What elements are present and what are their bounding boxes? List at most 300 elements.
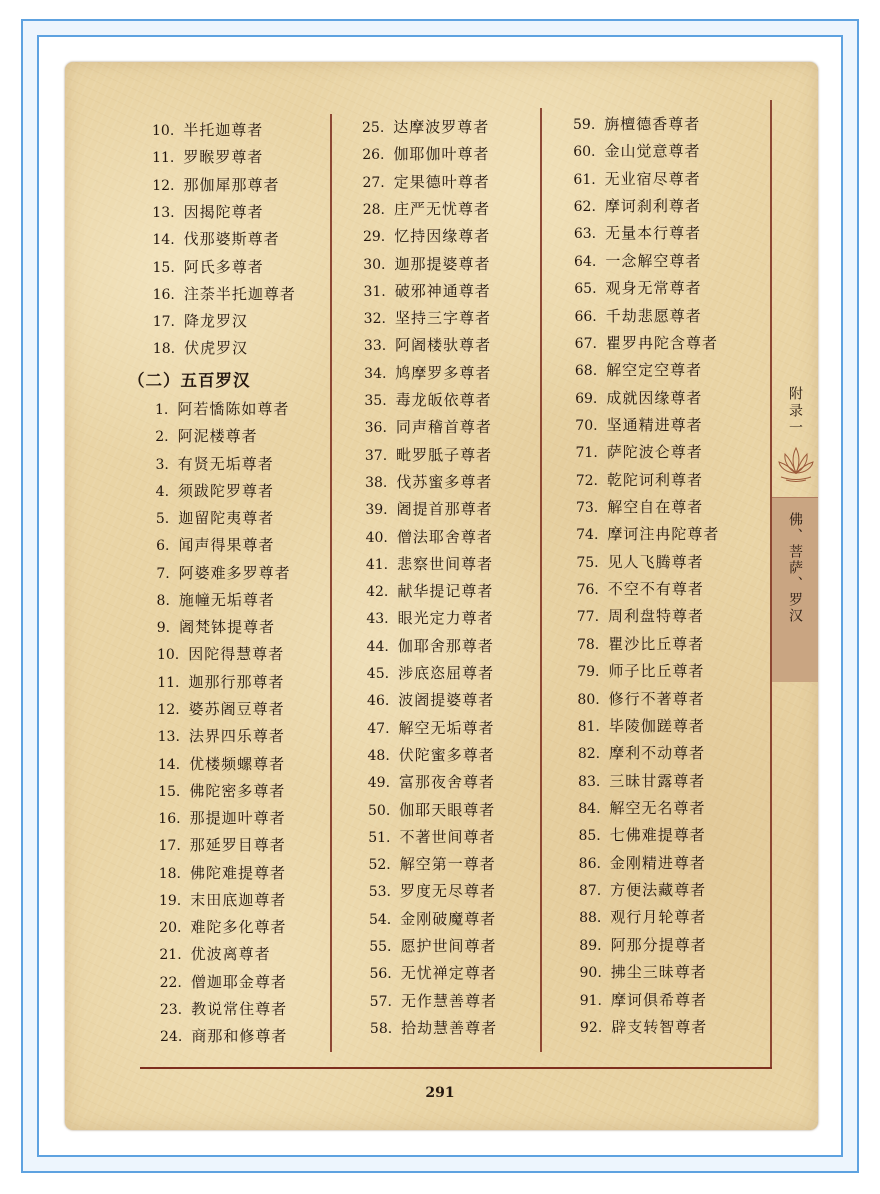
list-item [367, 718, 494, 738]
list-item [153, 284, 296, 304]
item-number: 40. [365, 529, 388, 546]
item-number: 8. [156, 592, 170, 609]
column-2 [340, 105, 535, 1050]
list-item [368, 800, 495, 820]
arhat-name: 伽耶伽叶尊者 [393, 145, 490, 164]
list-item [576, 497, 703, 517]
lotus-ornament-icon [776, 442, 816, 484]
list-item [366, 581, 493, 601]
item-number: 85. [578, 828, 601, 845]
arhat-name: 达摩波罗尊者 [393, 118, 490, 136]
arhat-name: 伏虎罗汉 [184, 339, 249, 358]
appendix-label: 附录一 [787, 386, 803, 437]
arhat-name: 旃檀德香尊者 [604, 115, 701, 133]
list-item [362, 144, 489, 164]
item-number: 44. [366, 638, 389, 655]
item-number: 54. [368, 911, 392, 928]
item-number: 82. [577, 746, 601, 763]
list-item [576, 524, 719, 544]
column-divider [540, 108, 542, 1052]
list-item [578, 743, 705, 763]
list-item [159, 917, 286, 937]
arhat-name: 金山觉意尊者 [604, 142, 701, 161]
item-number: 12. [152, 177, 175, 194]
list-item [576, 552, 703, 572]
item-number: 16. [158, 811, 181, 828]
list-item [156, 535, 274, 555]
list-item [367, 663, 494, 683]
arhat-name: 那延罗目尊者 [189, 836, 286, 855]
item-number: 22. [159, 974, 182, 991]
arhat-name: 因揭陀尊者 [183, 202, 264, 221]
list-item [364, 390, 491, 410]
list-item [578, 798, 705, 818]
arhat-name: 解空无垢尊者 [398, 718, 495, 737]
item-number: 42. [366, 584, 389, 601]
item-number: 81. [577, 718, 600, 735]
item-number: 91. [579, 992, 602, 1009]
list-item [574, 251, 701, 271]
list-item [156, 508, 274, 528]
list-item [579, 907, 706, 927]
arhat-name: 伐苏蜜多尊者 [396, 472, 493, 491]
arhat-name: 伏陀蜜多尊者 [398, 745, 495, 764]
arhat-name: 注荼半托迦尊者 [183, 284, 296, 303]
arhat-name: 闻声得果尊者 [178, 536, 275, 555]
arhat-name: 迦留陀夷尊者 [178, 509, 275, 528]
item-number: 71. [575, 445, 598, 462]
item-number: 10. [152, 123, 175, 139]
item-number: 16. [152, 286, 175, 303]
arhat-name: 阿氏多尊者 [183, 257, 264, 276]
item-number: 56. [369, 966, 392, 983]
arhat-name: 那提迦叶尊者 [189, 809, 286, 828]
arhat-name: 庄严无忧尊者 [393, 199, 490, 218]
item-number: 62. [573, 199, 596, 216]
arhat-name: 佛陀密多尊者 [189, 781, 286, 800]
arhat-name: 罗睺罗尊者 [183, 148, 264, 167]
item-number: 51. [368, 829, 391, 846]
page-number: 291 [425, 1085, 455, 1101]
arhat-name: 伽耶舍那尊者 [397, 636, 494, 655]
arhat-name: 破邪神通尊者 [394, 281, 491, 300]
item-number: 34. [364, 365, 387, 382]
list-item [152, 202, 263, 222]
list-item [159, 863, 286, 883]
arhat-name: 涉底恣屈尊者 [398, 664, 495, 682]
item-number: 17. [158, 838, 181, 855]
side-tab [772, 497, 818, 682]
item-number: 25. [362, 120, 385, 136]
arhat-name: 法界四乐尊者 [188, 727, 285, 746]
item-number: 55. [369, 939, 392, 955]
list-item [158, 808, 285, 828]
item-number: 49. [367, 775, 391, 792]
item-number: 19. [158, 892, 182, 909]
list-item [363, 199, 490, 219]
section-tab-label: 佛、菩萨、罗汉 [787, 512, 803, 624]
list-item [577, 579, 704, 599]
arhat-name: 成就因缘尊者 [606, 388, 703, 407]
arhat-name: 金刚精进尊者 [609, 853, 706, 872]
list-item [364, 363, 491, 383]
item-number: 88. [579, 910, 602, 927]
item-number: 7. [156, 565, 170, 582]
item-number: 38. [365, 474, 388, 491]
list-item [575, 360, 702, 380]
item-number: 58. [369, 1020, 393, 1037]
list-item [158, 754, 285, 774]
arhat-name: 须跋陀罗尊者 [178, 481, 275, 500]
arhat-name: 摩诃俱希尊者 [610, 990, 707, 1009]
list-item [152, 147, 263, 167]
list-item [579, 935, 706, 955]
arhat-name: 解空自在尊者 [607, 498, 704, 517]
list-item [574, 196, 701, 216]
item-number: 60. [573, 144, 596, 161]
arhat-name: 三昧甘露尊者 [609, 771, 706, 790]
arhat-name: 阇提首那尊者 [396, 500, 493, 519]
item-number: 20. [159, 920, 182, 937]
arhat-name: 无忧禅定尊者 [400, 964, 497, 983]
column-3 [550, 105, 765, 1050]
item-number: 63. [573, 226, 597, 243]
item-number: 6. [156, 538, 170, 555]
list-item [160, 999, 287, 1019]
list-item [365, 445, 492, 465]
item-number: 3. [155, 456, 169, 473]
item-number: 18. [158, 865, 181, 882]
list-item [157, 617, 275, 637]
list-item [153, 338, 248, 358]
item-number: 64. [574, 253, 597, 270]
arhat-name: 乾陀诃利尊者 [606, 470, 703, 489]
list-item [369, 881, 496, 901]
arhat-name: 毒龙皈依尊者 [395, 391, 492, 409]
list-item [156, 481, 274, 501]
item-number: 78. [576, 636, 600, 653]
arhat-name: 伽耶天眼尊者 [399, 800, 496, 819]
item-number: 57. [369, 993, 392, 1010]
arhat-name: 末田底迦尊者 [190, 890, 287, 909]
list-item [578, 716, 705, 736]
arhat-name: 阇梵钵提尊者 [179, 618, 276, 637]
column-1 [120, 110, 325, 1055]
item-number: 4. [155, 483, 170, 500]
list-item [157, 590, 275, 610]
arhat-name: 修行不著尊者 [608, 689, 705, 708]
list-item [370, 1018, 497, 1038]
list-item [574, 278, 701, 298]
footer-rule [140, 1067, 772, 1069]
arhat-name: 方便法藏尊者 [610, 881, 707, 900]
item-number: 80. [577, 691, 600, 708]
item-number: 21. [159, 947, 182, 964]
arhat-name: 阿那分提尊者 [610, 935, 707, 954]
list-item [367, 636, 494, 656]
arhat-name: 毕陵伽蹉尊者 [608, 716, 705, 735]
arhat-name: 那伽犀那尊者 [183, 175, 280, 194]
item-number: 89. [579, 937, 602, 954]
item-number: 36. [364, 420, 387, 437]
item-number: 41. [365, 556, 389, 573]
arhat-name: 不空不有尊者 [607, 580, 704, 599]
arhat-name: 伐那婆斯尊者 [183, 230, 280, 249]
arhat-name: 周利盘特尊者 [608, 607, 705, 626]
arhat-name: 因陀得慧尊者 [188, 645, 285, 664]
item-number: 48. [367, 747, 390, 764]
arhat-name: 萨陀波仑尊者 [606, 443, 703, 462]
section-heading: （二）五百罗汉 [128, 371, 251, 390]
list-item [364, 335, 491, 355]
list-item [362, 172, 489, 192]
list-item [363, 226, 490, 246]
list-item [363, 281, 490, 301]
arhat-name: 千劫悲愿尊者 [605, 306, 702, 325]
arhat-name: 同声稽首尊者 [395, 418, 492, 437]
arhat-name: 解空第一尊者 [399, 855, 496, 874]
arhat-name: 教说常住尊者 [191, 999, 288, 1018]
list-item [577, 689, 704, 709]
list-item [152, 175, 279, 195]
arhat-name: 僧迦耶金尊者 [190, 972, 287, 991]
item-number: 14. [152, 232, 175, 249]
arhat-name: 不著世间尊者 [399, 827, 496, 846]
item-number: 67. [574, 335, 597, 352]
list-item [153, 311, 248, 331]
arhat-name: 摩利不动尊者 [609, 744, 706, 763]
list-item [578, 771, 705, 791]
arhat-name: 摩诃刹利尊者 [604, 197, 701, 216]
arhat-name: 坚通精进尊者 [606, 415, 703, 434]
item-number: 31. [363, 283, 386, 300]
item-number: 52. [368, 857, 391, 874]
arhat-name: 波阇提婆尊者 [398, 691, 495, 710]
item-number: 90. [579, 965, 602, 982]
arhat-name: 阿阇楼驮尊者 [395, 336, 492, 355]
list-item [152, 120, 263, 140]
list-item [153, 257, 264, 277]
arhat-name: 罗度无尽尊者 [399, 882, 496, 901]
list-item [365, 499, 492, 519]
item-number: 30. [363, 256, 386, 273]
arhat-name: 无作慧善尊者 [400, 991, 497, 1010]
list-item [159, 944, 270, 964]
arhat-name: 阿泥楼尊者 [177, 427, 258, 446]
item-number: 15. [158, 783, 181, 800]
arhat-name: 观行月轮尊者 [610, 908, 707, 927]
arhat-name: 辟支转智尊者 [611, 1017, 708, 1036]
list-item [573, 114, 700, 134]
arhat-name: 七佛难提尊者 [609, 826, 706, 845]
list-item [362, 117, 489, 137]
item-number: 17. [152, 314, 175, 331]
item-number: 72. [575, 472, 598, 489]
arhat-name: 毗罗胝子尊者 [396, 445, 493, 464]
item-number: 9. [156, 620, 171, 637]
list-item [369, 936, 496, 956]
list-item [155, 454, 273, 474]
item-number: 50. [368, 802, 391, 819]
list-item [580, 990, 707, 1010]
list-item [160, 1026, 287, 1046]
list-item [366, 554, 493, 574]
arhat-name: 解空定空尊者 [606, 361, 703, 380]
arhat-name: 瞿罗冉陀含尊者 [605, 333, 718, 352]
list-item [155, 426, 257, 446]
arhat-name: 观身无常尊者 [605, 279, 702, 298]
item-number: 77. [576, 609, 600, 626]
arhat-name: 一念解空尊者 [605, 251, 702, 270]
item-number: 79. [577, 664, 600, 681]
item-number: 35. [364, 393, 387, 409]
arhat-name: 难陀多化尊者 [190, 918, 287, 937]
item-number: 10. [156, 647, 180, 664]
arhat-name: 婆苏阇豆尊者 [188, 699, 285, 718]
arhat-name: 有贤无垢尊者 [177, 454, 274, 473]
item-number: 33. [363, 338, 387, 355]
arhat-name: 优波离尊者 [190, 945, 271, 964]
list-item [369, 963, 496, 983]
item-number: 73. [575, 500, 599, 517]
list-item [363, 254, 490, 274]
list-item [159, 835, 286, 855]
arhat-name: 师子比丘尊者 [608, 662, 705, 681]
arhat-name: 阿若憍陈如尊者 [177, 400, 290, 418]
arhat-name: 富那夜舍尊者 [399, 773, 496, 792]
list-item [574, 306, 701, 326]
item-number: 86. [578, 855, 601, 872]
item-number: 83. [578, 773, 601, 790]
list-item [579, 880, 706, 900]
list-item [575, 333, 718, 353]
list-item [366, 527, 493, 547]
arhat-name: 迦那提婆尊者 [394, 254, 491, 273]
list-item [370, 991, 497, 1011]
arhat-name: 拾劫慧善尊者 [401, 1018, 498, 1037]
list-item [364, 308, 491, 328]
item-number: 68. [574, 363, 598, 380]
list-item [579, 853, 706, 873]
item-number: 1. [155, 402, 169, 418]
item-number: 69. [575, 390, 598, 407]
item-number: 26. [362, 147, 385, 164]
item-number: 27. [362, 174, 385, 191]
list-item [155, 399, 289, 419]
arhat-name: 阿婆难多罗尊者 [178, 563, 291, 582]
list-item [577, 634, 704, 654]
list-item [575, 415, 702, 435]
item-number: 46. [367, 693, 390, 710]
item-number: 70. [575, 417, 598, 434]
item-number: 39. [365, 502, 388, 519]
arhat-name: 优楼频螺尊者 [189, 754, 286, 773]
item-number: 28. [362, 201, 385, 218]
list-item [577, 661, 704, 681]
item-number: 24. [160, 1029, 183, 1046]
list-item [365, 472, 492, 492]
item-number: 13. [152, 204, 175, 221]
list-item [158, 781, 285, 801]
item-number: 65. [574, 281, 597, 298]
item-number: 37. [364, 447, 388, 464]
item-number: 29. [362, 229, 386, 246]
arhat-name: 僧法耶舍尊者 [396, 527, 493, 546]
list-item [160, 972, 287, 992]
list-item [159, 890, 286, 910]
arhat-name: 半托迦尊者 [183, 121, 264, 139]
item-number: 84. [578, 801, 601, 817]
list-item [573, 141, 700, 161]
item-number: 23. [159, 1001, 183, 1018]
arhat-name: 施幢无垢尊者 [178, 590, 275, 609]
list-item [158, 726, 285, 746]
list-item [157, 699, 284, 719]
item-number: 59. [573, 117, 596, 133]
item-number: 43. [366, 611, 389, 628]
item-number: 45. [366, 666, 390, 682]
item-number: 66. [574, 308, 597, 325]
list-item [152, 229, 279, 249]
item-number: 47. [367, 720, 390, 737]
item-number: 53. [368, 884, 391, 901]
list-item [369, 909, 496, 929]
list-item [580, 962, 707, 982]
item-number: 18. [152, 341, 176, 358]
arhat-name: 鸠摩罗多尊者 [395, 363, 492, 382]
list-item [368, 827, 495, 847]
arhat-name: 愿护世间尊者 [400, 937, 497, 955]
list-item [578, 825, 705, 845]
arhat-name: 献华提记尊者 [397, 582, 494, 601]
list-item [576, 470, 703, 490]
item-number: 15. [152, 259, 175, 276]
list-item [157, 672, 284, 692]
item-number: 76. [576, 582, 599, 599]
list-item [368, 772, 495, 792]
arhat-name: 无量本行尊者 [605, 224, 702, 243]
column-divider [330, 114, 332, 1052]
list-item [580, 1017, 707, 1037]
arhat-name: 金刚破魔尊者 [400, 909, 497, 928]
list-item [574, 223, 701, 243]
item-number: 75. [576, 554, 599, 571]
item-number: 74. [576, 527, 599, 544]
arhat-name: 佛陀难提尊者 [190, 863, 287, 882]
item-number: 13. [157, 729, 180, 746]
arhat-name: 迦那行那尊者 [188, 672, 285, 691]
list-item [577, 606, 704, 626]
item-number: 12. [157, 701, 180, 718]
arhat-name: 坚持三字尊者 [394, 309, 491, 328]
arhat-name: 拂尘三昧尊者 [610, 963, 707, 982]
arhat-name: 商那和修尊者 [191, 1027, 288, 1046]
arhat-name: 眼光定力尊者 [397, 609, 494, 628]
item-number: 61. [573, 171, 596, 188]
item-number: 11. [157, 674, 180, 691]
item-number: 92. [579, 1019, 603, 1036]
item-number: 5. [155, 511, 170, 528]
list-item [156, 563, 290, 583]
list-item [575, 388, 702, 408]
item-number: 87. [578, 883, 602, 900]
list-item [573, 169, 700, 189]
item-number: 11. [152, 150, 175, 167]
arhat-name: 见人飞腾尊者 [607, 552, 704, 571]
arhat-name: 无业宿尽尊者 [604, 169, 701, 188]
item-number: 14. [157, 756, 181, 773]
list-item [365, 417, 492, 437]
